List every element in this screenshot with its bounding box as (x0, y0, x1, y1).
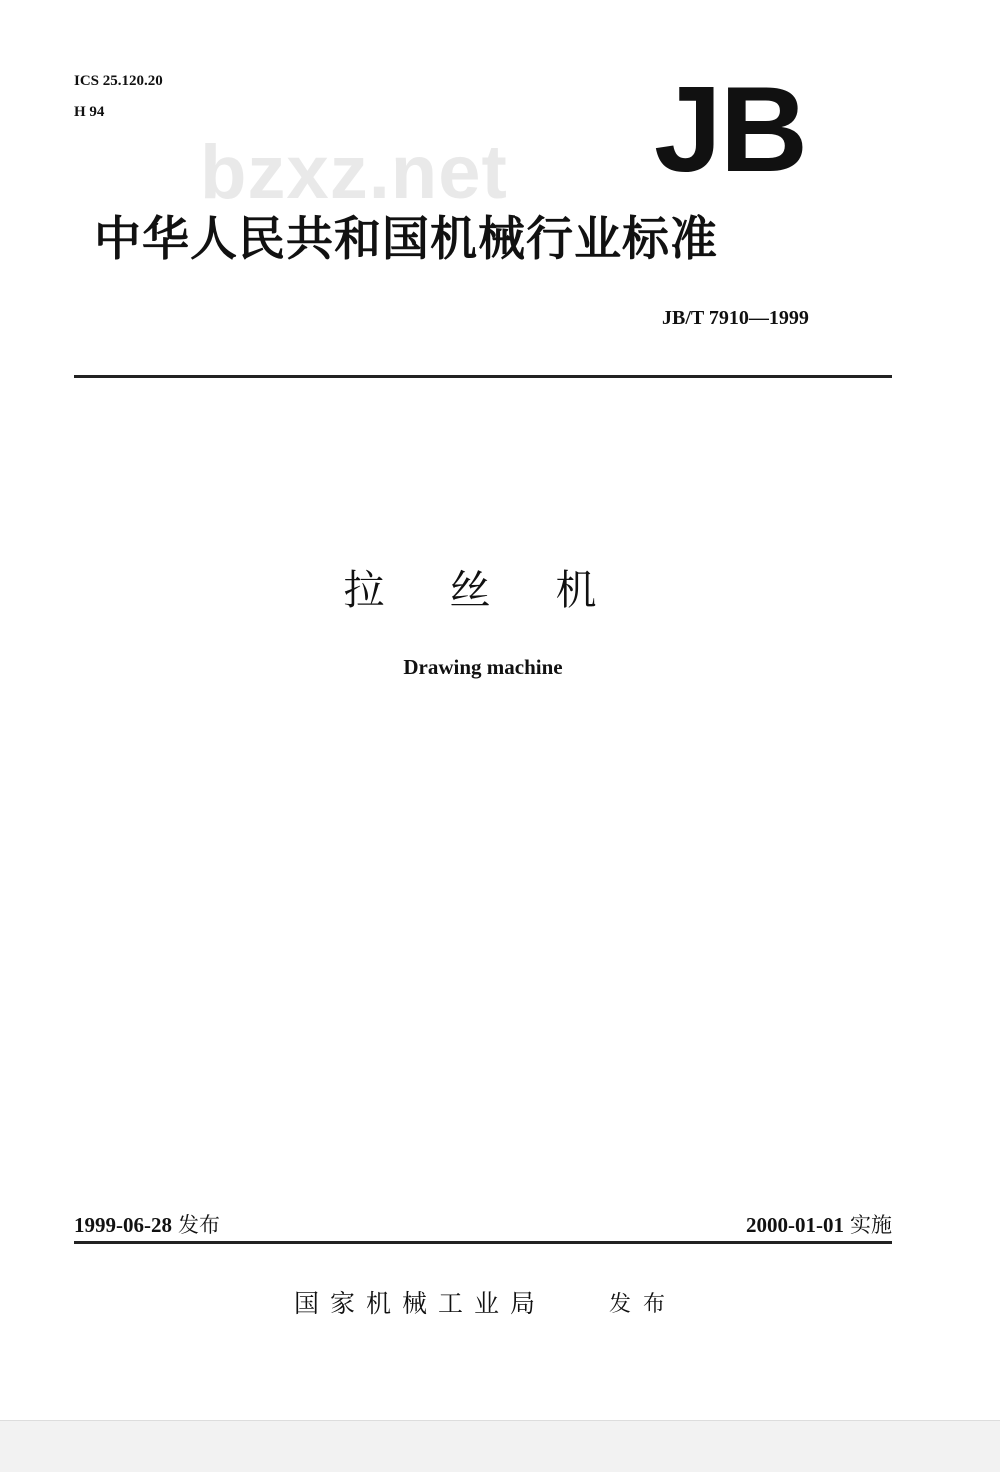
issue-date: 1999-06-28 (74, 1213, 172, 1237)
document-title-cn: 拉 丝 机 (343, 566, 623, 614)
footer-divider (74, 1241, 892, 1244)
implement-date-block (746, 1209, 892, 1241)
document-title-en: Drawing machine (403, 655, 563, 679)
header-divider (74, 375, 892, 378)
issue-date-block (74, 1209, 220, 1241)
publisher-action: 发布 (609, 1292, 678, 1317)
standard-category-title: 中华人民共和国机械行业标准 (94, 212, 718, 267)
standard-number: JB/T 7910—1999 (662, 307, 809, 329)
publisher-name: 国家机械工业局 (294, 1289, 547, 1318)
implement-date: 2000-01-01 (746, 1213, 844, 1237)
watermark: bzxz.net (200, 130, 508, 215)
issue-label: 发布 (178, 1213, 220, 1237)
implement-label: 实施 (850, 1213, 892, 1237)
jb-logo: JB (654, 61, 806, 197)
viewer-bottom-strip (0, 1420, 1000, 1472)
ics-code: ICS 25.120.20 (74, 73, 163, 89)
classification-code: H 94 (74, 104, 105, 120)
